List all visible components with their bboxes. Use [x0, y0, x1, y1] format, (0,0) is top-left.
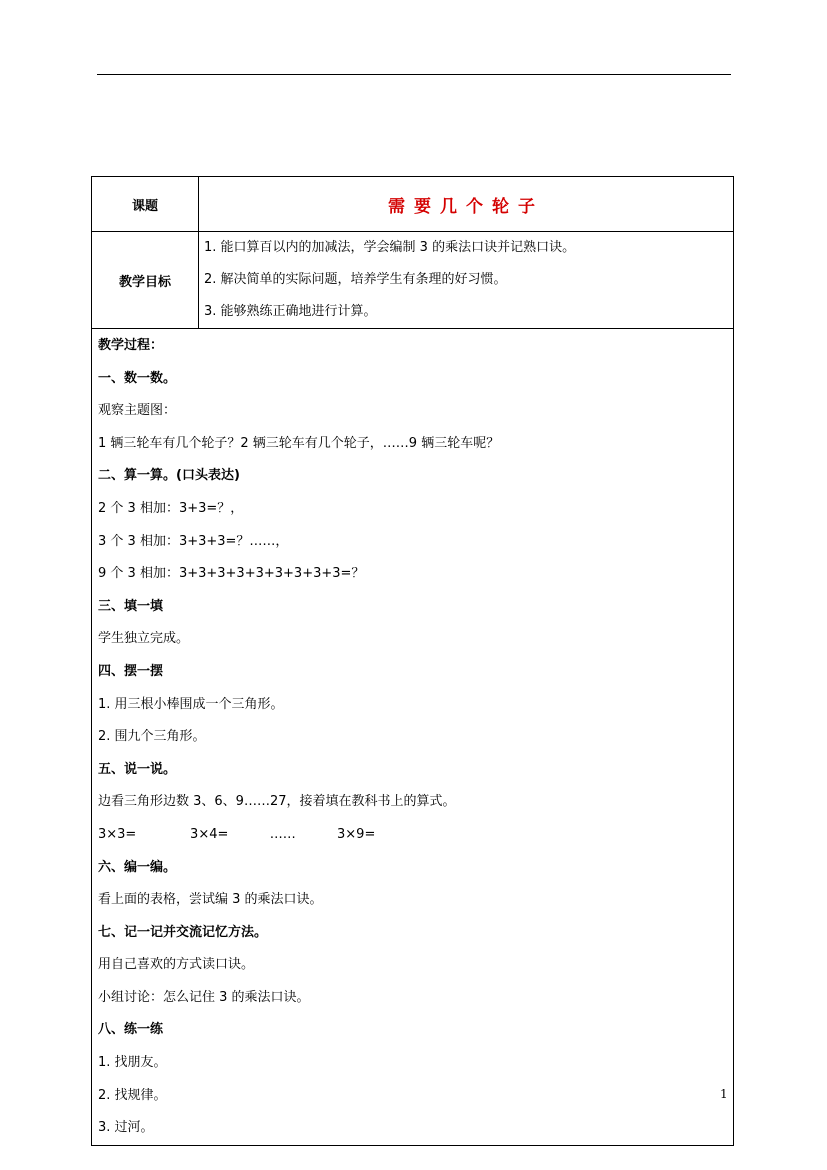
process-line: 小组讨论：怎么记住 3 的乘法口诀。 [98, 989, 310, 1005]
process-line: 9 个 3 相加：3+3+3+3+3+3+3+3+3=？ [98, 566, 365, 582]
process-line: 1 辆三轮车有几个轮子？2 辆三轮车有几个轮子，……9 辆三轮车呢？ [98, 435, 500, 451]
process-line: 用自己喜欢的方式读口诀。 [98, 957, 255, 973]
header-rule [97, 74, 731, 75]
process-line: 3×3= 3×4= …… 3×9= [98, 826, 376, 842]
section-heading: 六、编一编。 [98, 859, 177, 875]
process-line: 边看三角形边数 3、6、9……27，接着填在教科书上的算式。 [98, 794, 456, 810]
process-line: 1. 用三根小棒围成一个三角形。 [98, 696, 284, 712]
process-row [92, 329, 734, 1146]
process-line: 看上面的表格，尝试编 3 的乘法口诀。 [98, 892, 323, 908]
process-lines [98, 363, 733, 1145]
section-heading: 四、摆一摆 [98, 663, 164, 679]
section-heading: 五、说一说。 [98, 761, 177, 777]
section-heading: 一、数一数。 [98, 370, 177, 386]
lesson-plan-table [91, 176, 734, 1146]
section-heading: 二、算一算。(口头表达) [98, 468, 240, 484]
process-line: 观察主题图： [98, 403, 177, 419]
process-line: 1. 找朋友。 [98, 1055, 167, 1071]
section-heading: 八、练一练 [98, 1022, 164, 1038]
process-line: 学生独立完成。 [98, 631, 190, 647]
process-cell [92, 329, 734, 1146]
topic-row [92, 177, 734, 232]
process-line: 2 个 3 相加：3+3=？， [98, 500, 244, 516]
objectives-label: 教学目标 [92, 232, 199, 329]
objective-item: 2. 解决简单的实际问题，培养学生有条理的好习惯。 [204, 272, 507, 287]
section-heading: 七、记一记并交流记忆方法。 [98, 924, 268, 940]
lesson-title: 需要几个轮子 [199, 177, 734, 232]
objective-item: 1. 能口算百以内的加减法，学会编制 3 的乘法口诀并记熟口诀。 [204, 240, 576, 255]
process-line: 3 个 3 相加：3+3+3=？……， [98, 533, 289, 549]
process-line: 3. 过河。 [98, 1120, 154, 1136]
process-line: 2. 围九个三角形。 [98, 729, 206, 745]
section-heading: 三、填一填 [98, 598, 164, 614]
objective-item: 3. 能够熟练正确地进行计算。 [204, 304, 377, 319]
objectives-cell [199, 232, 734, 329]
process-heading: 教学过程： [98, 338, 164, 353]
process-line: 2. 找规律。 [98, 1087, 167, 1103]
objectives-row [92, 232, 734, 329]
page-number: 1 [720, 1087, 728, 1101]
topic-label: 课题 [92, 177, 199, 232]
